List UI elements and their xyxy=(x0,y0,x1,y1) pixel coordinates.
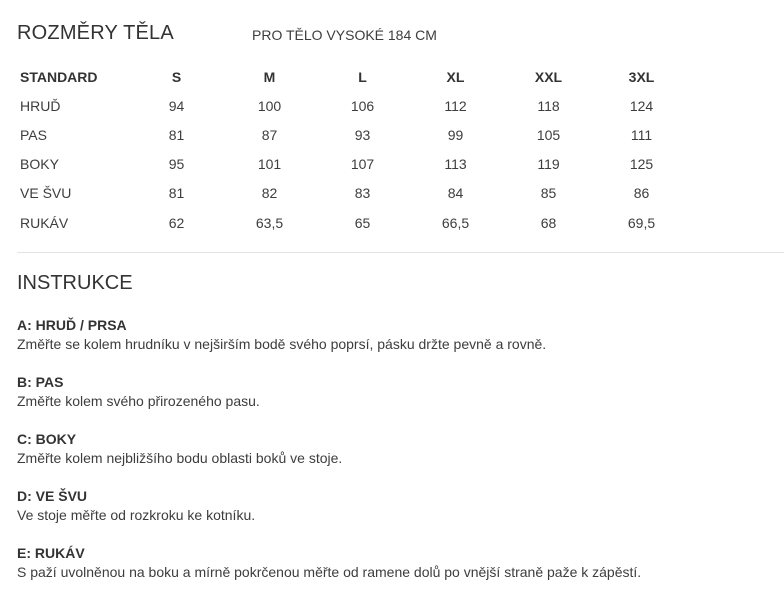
row-label: PAS xyxy=(20,126,47,143)
column-header-xl: XL xyxy=(446,68,465,85)
instruction-heading: D: VE ŠVU xyxy=(17,488,88,504)
column-header-m: M xyxy=(263,68,276,85)
instruction-text: S paží uvolněnou na boku a mírně pokrčenou měřte od ramene dolů po vnější straně paže k zápěstí. xyxy=(17,564,642,580)
table-cell: 107 xyxy=(350,156,375,173)
size-header xyxy=(17,22,777,48)
height-subtitle: PRO TĚLO VYSOKÉ 184 CM xyxy=(252,27,437,43)
table-row xyxy=(17,150,688,179)
instruction-item-waist xyxy=(17,373,777,430)
instruction-item-inseam xyxy=(17,487,777,544)
table-cell: 66,5 xyxy=(441,214,470,231)
table-cell: 86 xyxy=(633,185,650,202)
table-cell: 99 xyxy=(447,126,464,143)
table-cell: 125 xyxy=(629,156,654,173)
column-header-standard: STANDARD xyxy=(20,68,98,85)
table-cell: 81 xyxy=(168,126,185,143)
instruction-text: Změřte kolem nejbližšího bodu oblasti boků ve stoje. xyxy=(17,450,343,466)
section-divider xyxy=(17,252,784,253)
table-cell: 101 xyxy=(257,156,282,173)
instruction-heading: B: PAS xyxy=(17,374,64,390)
table-cell: 69,5 xyxy=(627,214,656,231)
size-table xyxy=(17,62,688,237)
instruction-item-sleeve xyxy=(17,544,777,601)
instructions-title: INSTRUKCE xyxy=(17,272,133,294)
instruction-item-hips xyxy=(17,430,777,487)
table-cell: 124 xyxy=(629,97,654,114)
table-cell: 112 xyxy=(444,97,467,114)
table-cell: 105 xyxy=(536,126,561,143)
table-cell: 84 xyxy=(447,185,464,202)
table-cell: 94 xyxy=(168,97,185,114)
row-label: RUKÁV xyxy=(20,214,69,231)
table-cell: 100 xyxy=(257,97,282,114)
table-cell: 82 xyxy=(261,185,278,202)
table-cell: 93 xyxy=(354,126,371,143)
table-cell: 113 xyxy=(444,156,467,173)
table-cell: 111 xyxy=(630,126,653,143)
page-title: ROZMĚRY TĚLA xyxy=(17,22,174,44)
table-cell: 106 xyxy=(350,97,375,114)
instructions-list xyxy=(17,316,777,601)
instruction-heading: E: RUKÁV xyxy=(17,545,85,561)
instruction-text: Změřte kolem svého přirozeného pasu. xyxy=(17,393,260,409)
column-header-l: L xyxy=(358,68,367,85)
instruction-heading: C: BOKY xyxy=(17,431,77,447)
table-row xyxy=(17,120,688,149)
row-label: HRUĎ xyxy=(20,97,61,114)
instruction-text: Ve stoje měřte od rozkroku ke kotníku. xyxy=(17,507,256,523)
table-cell: 87 xyxy=(261,126,278,143)
table-cell: 81 xyxy=(168,185,185,202)
column-header-s: S xyxy=(171,68,182,85)
table-cell: 83 xyxy=(354,185,371,202)
column-header-3xl: 3XL xyxy=(628,68,655,85)
instruction-text: Změřte se kolem hrudníku v nejširším bodě svého poprsí, pásku držte pevně a rovně. xyxy=(17,336,547,352)
instruction-item-chest xyxy=(17,316,777,373)
table-header-row xyxy=(17,62,688,91)
table-cell: 119 xyxy=(537,156,560,173)
table-row xyxy=(17,208,688,237)
table-cell: 95 xyxy=(168,156,185,173)
column-header-xxl: XXL xyxy=(534,68,563,85)
table-cell: 63,5 xyxy=(255,214,284,231)
table-row xyxy=(17,91,688,120)
table-cell: 118 xyxy=(537,97,560,114)
row-label: VE ŠVU xyxy=(20,185,72,202)
instruction-heading: A: HRUĎ / PRSA xyxy=(17,317,127,333)
table-cell: 68 xyxy=(540,214,557,231)
table-cell: 65 xyxy=(354,214,371,231)
table-row xyxy=(17,179,688,208)
table-cell: 62 xyxy=(168,214,185,231)
table-cell: 85 xyxy=(540,185,557,202)
row-label: BOKY xyxy=(20,156,59,173)
